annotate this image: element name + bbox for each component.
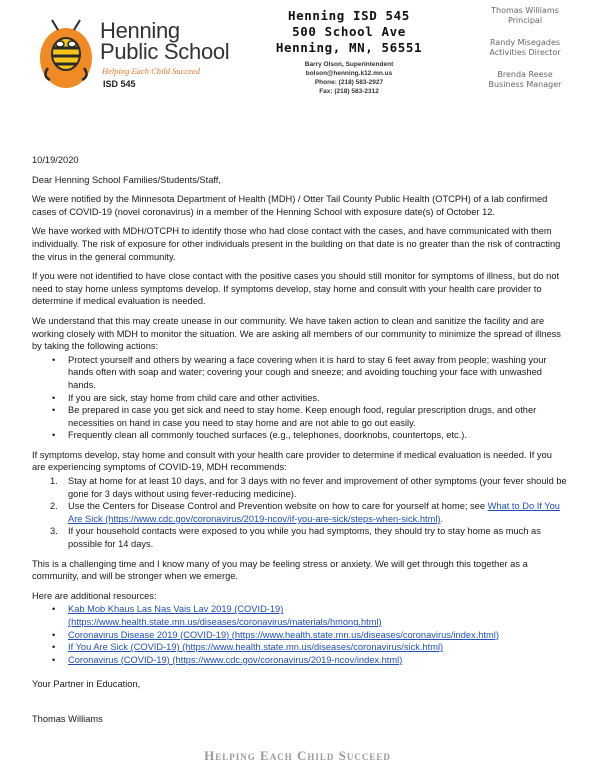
resources-intro: Here are additional resources: [32,590,157,601]
staff-entry: Thomas Williams Principal [491,6,559,25]
staff-entry: Randy Misegades Activities Director [489,38,561,57]
closing: Your Partner in Education, [32,679,141,690]
list-item [32,641,567,654]
list-item: 3. If your household contacts were exposed to you while you had symptoms, they should try to stay home as much as possible for 14 days. [50,526,541,550]
bullet-icon: • [52,430,56,441]
list-item: 2. Use the Centers for Disease Control and Prevention website on how to care for yourself at home; see What to Do If You Are Sick (https://www.cdc.gov/coronavirus/2019-ncov/if-you-are-sick/steps-when-sick.html). [50,501,560,524]
list-item: • Be prepared in case you get sick and need to stay home. Keep enough food, regular prescription drugs, and other necessities on hand in case you need to stay home and are not able to go out easily. [52,405,537,428]
bullet-icon: • [52,642,56,653]
actions-list [32,354,567,442]
bee-mascot-icon [36,18,98,90]
recommendations-list [32,475,567,551]
staff-list [460,6,590,102]
list-item: • Frequently clean all commonly touched surfaces (e.g., telephones, doorknobs, countertops, etc.). [52,430,467,441]
list-item: • Protect yourself and others by wearing a face covering when it is hard to stay 6 feet away from people; washing your hands often with soap and water; covering your cough and sneeze; and avoiding touching your face with unwashed hands. [52,354,547,390]
letter-body [32,154,567,733]
paragraph: We have worked with MDH/OTCPH to identify those who had close contact with the cases, and have communicated with them individually. The risk of exposure for other individuals present in the building on that date is no greater than the risk of contracting the virus in the general community. [32,226,561,262]
tagline: Helping Each Child Succeed [102,66,200,76]
school-name: Henning Public School [100,18,230,64]
resource-link[interactable]: Coronavirus (COVID-19) (https://www.cdc.gov/coronavirus/2019-ncov/index.html) [68,654,403,665]
list-item [32,603,567,628]
bullet-icon: • [52,405,56,416]
list-item: • If you are sick, stay home from child care and other activities. [52,392,320,403]
isd-label: ISD 545 [103,79,136,89]
district-address: Henning ISD 545 500 School Ave Henning, MN, 56551 [275,8,423,55]
paragraph: If symptoms develop, stay home and consult with your health care provider to determine if medical evaluation is needed. If you are experiencing symptoms of COVID-19, MDH recommends: [32,449,552,473]
superintendent-contact: Barry Olson, Superintendent bolson@henning.k12.mn.us Phone: (218) 583-2927 Fax: (218) 583-2312 [304,61,394,95]
paragraph: We were notified by the Minnesota Department of Health (MDH) / Otter Tail County Public Health (OTCPH) of a lab confirmed cases of COVID-19 (novel coronavirus) in a member of the Henning School with exposure date(s) of October 12. [32,194,548,217]
cdc-sick-link[interactable]: What to Do If You Are Sick (https://www.cdc.gov/coronavirus/2019-ncov/if-you-are-sick/steps-when-sick.html) [68,501,560,524]
bullet-icon: • [52,354,56,365]
footer-motto: Helping Each Child Succeed [204,748,391,763]
resource-link[interactable]: Coronavirus Disease 2019 (COVID-19) (https://www.health.state.mn.us/diseases/coronavirus/index.html) [68,629,499,640]
resource-link[interactable]: Kab Mob Khaus Las Nas Vais Lav 2019 (COVID-19) (https://www.health.state.mn.us/diseases/coronavirus/materials/hmong.html) [68,604,382,627]
bullet-icon: • [52,604,56,615]
paragraph: This is a challenging time and I know many of you may be feeling stress or anxiety. We will get through this together as a community, and will be stronger when we emerge. [32,558,528,582]
list-item [32,629,567,642]
paragraph: If you were not identified to have close contact with the positive cases you should still monitor for symptoms of illness, but do not need to stay home unless symptoms develop. If symptoms develop, stay home and consult with your health care provider to determine if medical evaluation is needed. [32,271,560,307]
bullet-icon: • [52,654,56,665]
salutation: Dear Henning School Families/Students/Staff, [32,174,221,185]
list-item [32,654,567,667]
list-item: 1. Stay at home for at least 10 days, and for 3 days with no fever and improvement of other symptoms (your fever should be gone for 3 days without using fever-reducing medicine). [50,476,567,499]
letter-date: 10/19/2020 [32,155,79,165]
resource-link[interactable]: If You Are Sick (COVID-19) (https://www.health.state.mn.us/diseases/coronavirus/sick.html) [68,642,444,653]
staff-entry: Brenda Reese Business Manager [488,70,562,89]
resources-list [32,603,567,666]
bullet-icon: • [52,392,56,403]
paragraph: We understand that this may create unease in our community. We have taken action to clean and sanitize the facility and are working closely with MDH to monitor the situation. We are asking all members of our community to minimize the spread of illness by taking the following actions: [32,315,561,352]
signature: Thomas Williams [32,713,103,724]
bullet-icon: • [52,629,56,640]
school-logo [36,18,246,98]
